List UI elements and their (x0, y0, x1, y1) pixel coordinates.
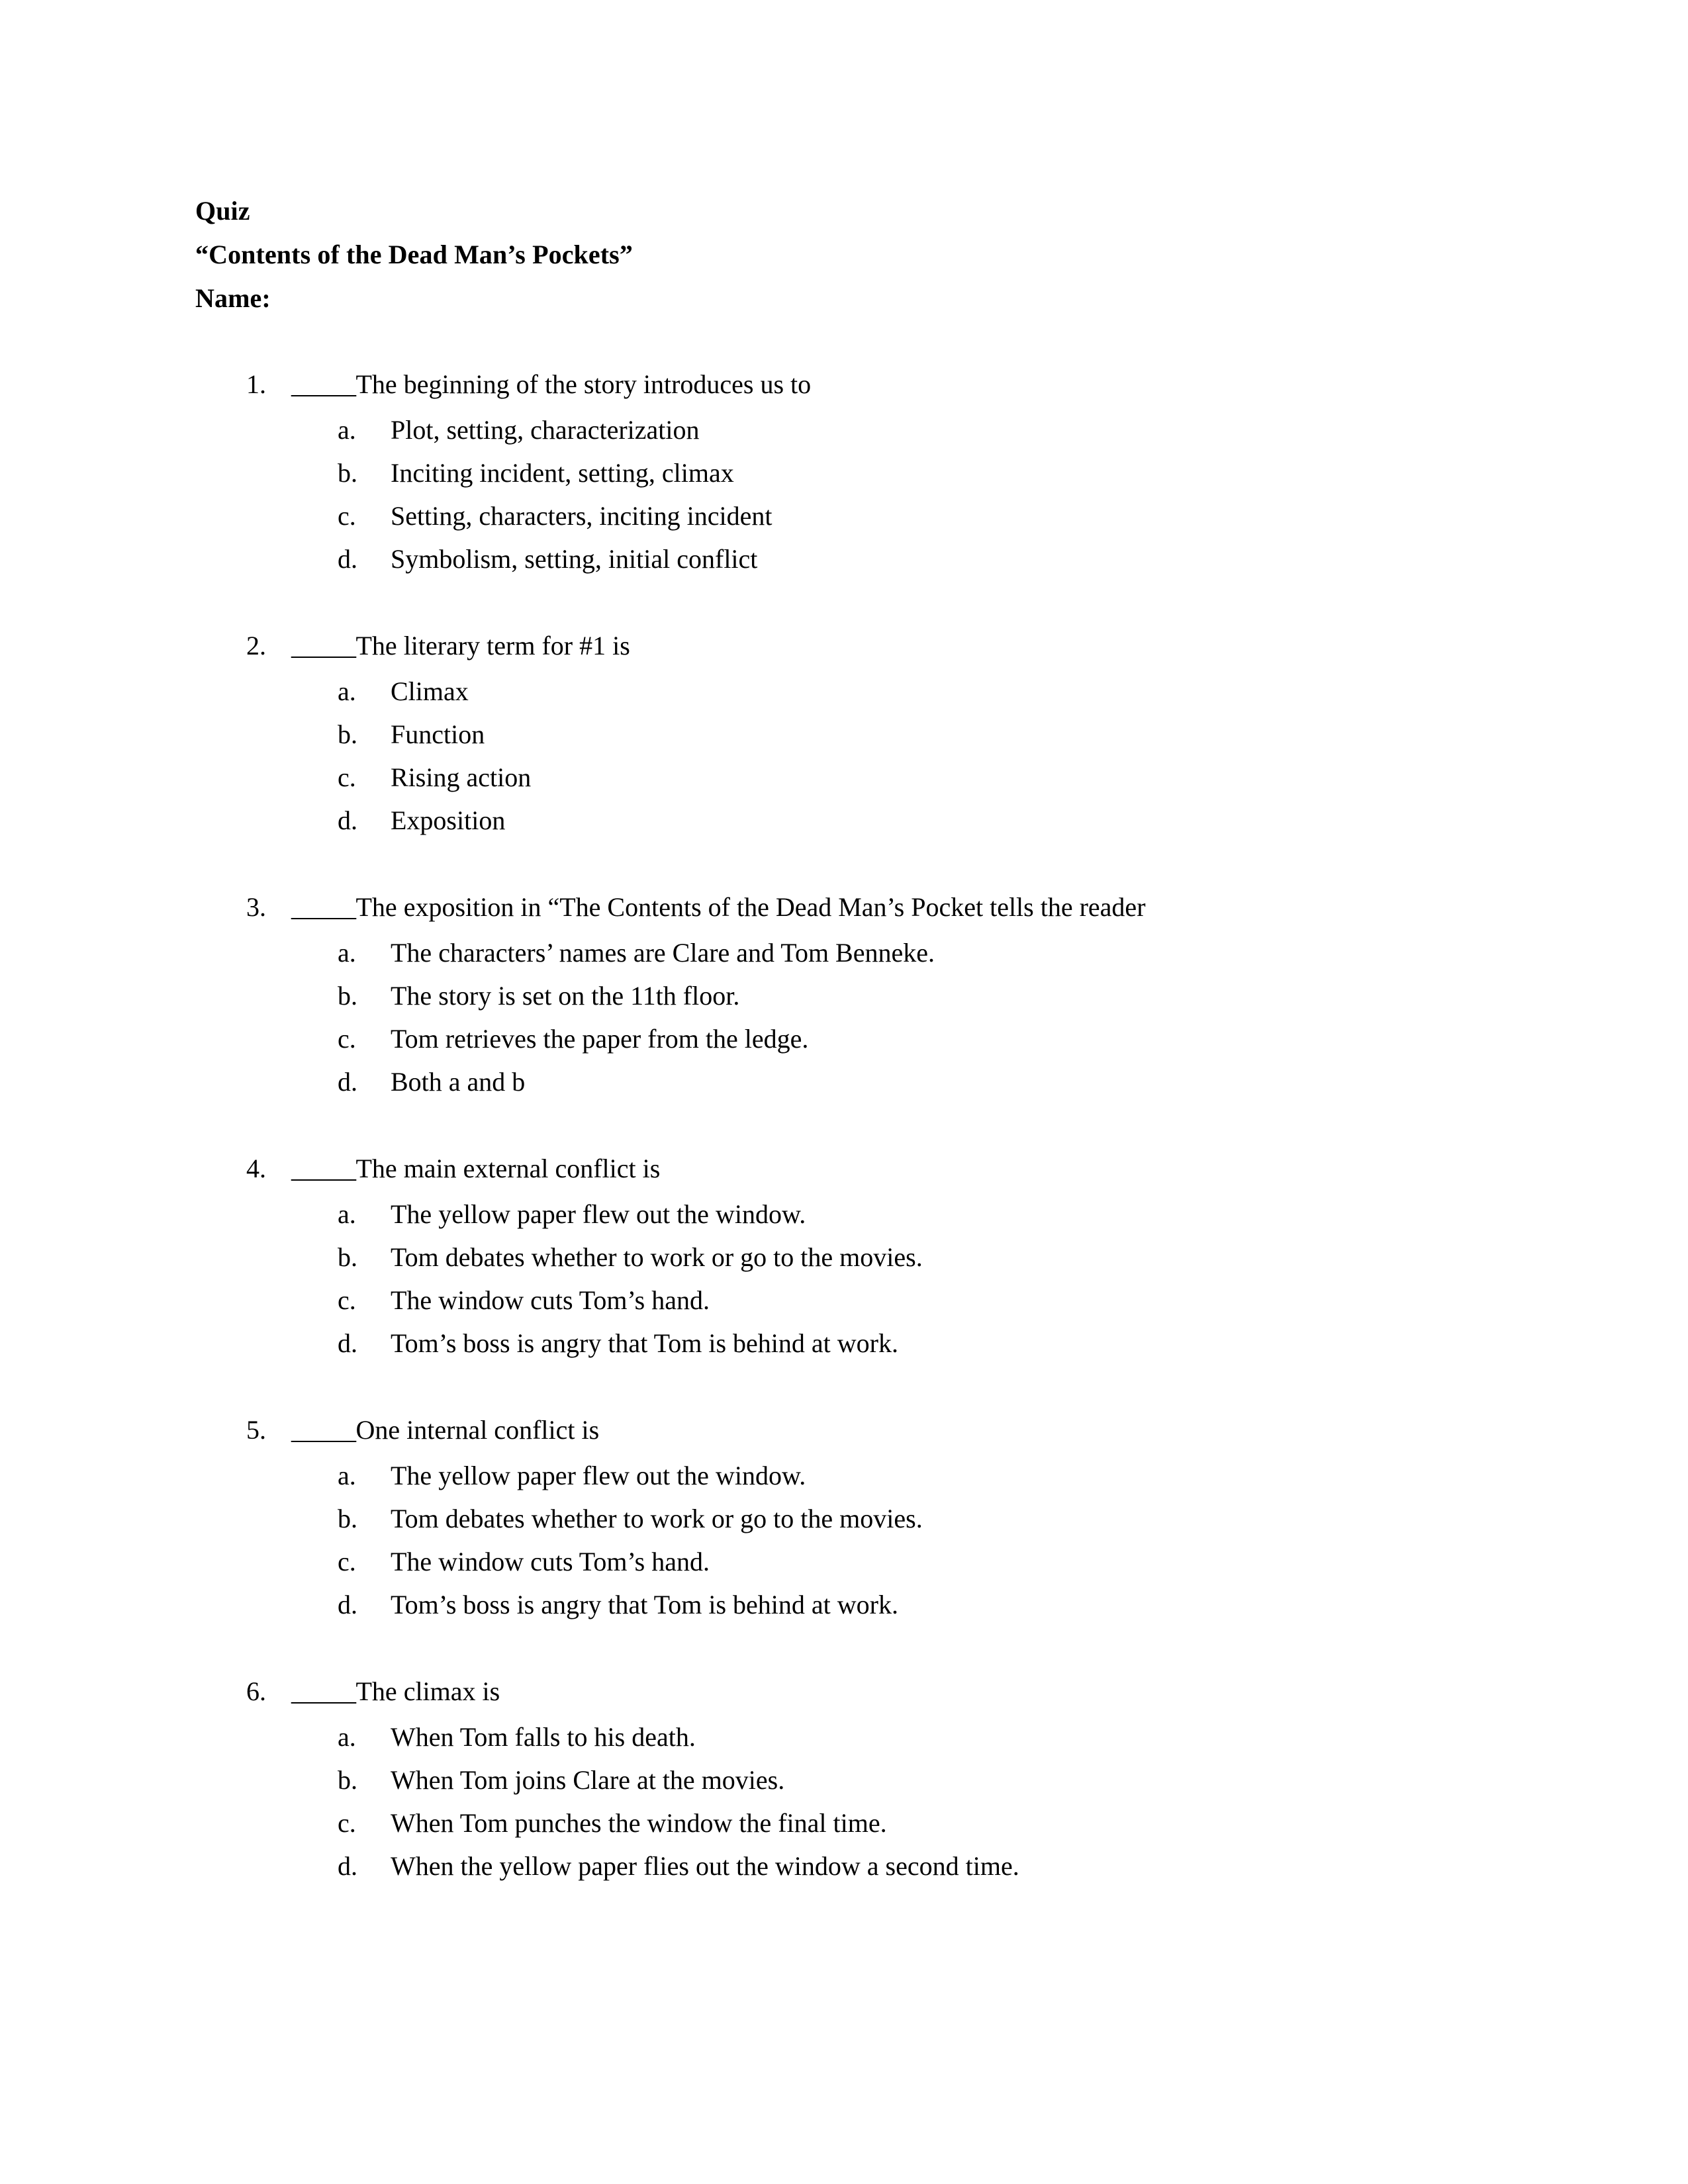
option-row[interactable] (195, 1540, 1513, 1583)
question-number: 5. (246, 1415, 266, 1445)
question-block (195, 624, 1513, 842)
question-number: 2. (246, 631, 266, 660)
option-letter: b. (338, 1242, 357, 1272)
answer-blank[interactable]: _____ (291, 631, 356, 660)
option-text: Plot, setting, characterization (391, 415, 700, 445)
option-row[interactable] (195, 974, 1513, 1017)
question-number: 4. (246, 1154, 266, 1183)
option-text: Tom debates whether to work or go to the movies. (391, 1504, 923, 1533)
option-letter: a. (338, 415, 356, 445)
document-header (195, 189, 1513, 320)
option-text: Symbolism, setting, initial conflict (391, 544, 758, 574)
question-text: The climax is (355, 1676, 500, 1706)
option-list (195, 408, 1513, 580)
question-text: One internal conflict is (355, 1415, 600, 1445)
option-text: Tom’s boss is angry that Tom is behind at work. (391, 1590, 898, 1619)
answer-blank[interactable]: _____ (291, 1676, 356, 1706)
option-row[interactable] (195, 408, 1513, 451)
option-row[interactable] (195, 1801, 1513, 1844)
option-text: The yellow paper flew out the window. (391, 1461, 806, 1490)
question-stem (195, 624, 1513, 667)
story-title: “Contents of the Dead Man’s Pockets” (195, 240, 633, 269)
option-row[interactable] (195, 494, 1513, 537)
option-row[interactable] (195, 756, 1513, 799)
option-letter: c. (338, 762, 356, 792)
option-letter: d. (338, 1590, 357, 1619)
option-row[interactable] (195, 1583, 1513, 1626)
option-letter: c. (338, 1024, 356, 1054)
option-letter: a. (338, 1722, 356, 1752)
option-row[interactable] (195, 931, 1513, 974)
option-row[interactable] (195, 1454, 1513, 1497)
option-letter: b. (338, 458, 357, 488)
option-row[interactable] (195, 1715, 1513, 1758)
option-row[interactable] (195, 537, 1513, 580)
option-list (195, 931, 1513, 1103)
option-text: Exposition (391, 805, 506, 835)
option-letter: a. (338, 676, 356, 706)
option-text: When the yellow paper flies out the window a second time. (391, 1851, 1019, 1881)
option-list (195, 1715, 1513, 1888)
option-row[interactable] (195, 670, 1513, 713)
option-text: When Tom punches the window the final time. (391, 1808, 887, 1838)
option-text: Tom’s boss is angry that Tom is behind at work. (391, 1328, 898, 1358)
option-letter: b. (338, 1765, 357, 1795)
option-letter: d. (338, 1328, 357, 1358)
option-text: The story is set on the 11th floor. (391, 981, 740, 1011)
option-row[interactable] (195, 799, 1513, 842)
option-row[interactable] (195, 1844, 1513, 1888)
option-text: Both a and b (391, 1067, 526, 1097)
option-letter: d. (338, 544, 357, 574)
answer-blank[interactable]: _____ (291, 892, 356, 922)
question-text: The main external conflict is (355, 1154, 661, 1183)
answer-blank[interactable]: _____ (291, 1415, 356, 1445)
answer-blank[interactable]: _____ (291, 369, 356, 399)
question-stem (195, 1670, 1513, 1713)
option-row[interactable] (195, 1193, 1513, 1236)
question-number: 3. (246, 892, 266, 922)
quiz-title: Quiz (195, 196, 250, 226)
option-row[interactable] (195, 1017, 1513, 1060)
option-row[interactable] (195, 1497, 1513, 1540)
question-block (195, 1147, 1513, 1365)
document-body (195, 189, 1513, 1888)
question-block (195, 1408, 1513, 1626)
option-letter: b. (338, 1504, 357, 1533)
option-row[interactable] (195, 1060, 1513, 1103)
answer-blank[interactable]: _____ (291, 1154, 356, 1183)
option-list (195, 670, 1513, 842)
option-row[interactable] (195, 451, 1513, 494)
option-letter: d. (338, 805, 357, 835)
option-letter: b. (338, 719, 357, 749)
option-text: Inciting incident, setting, climax (391, 458, 734, 488)
option-row[interactable] (195, 1322, 1513, 1365)
name-field-label: Name: (195, 283, 271, 313)
question-block (195, 363, 1513, 580)
question-number: 1. (246, 369, 266, 399)
question-stem (195, 1408, 1513, 1451)
question-stem (195, 886, 1513, 929)
option-text: The window cuts Tom’s hand. (391, 1547, 710, 1576)
option-text: Setting, characters, inciting incident (391, 501, 773, 531)
option-letter: c. (338, 1547, 356, 1576)
option-letter: c. (338, 1285, 356, 1315)
option-letter: a. (338, 1199, 356, 1229)
option-row[interactable] (195, 713, 1513, 756)
question-text: The beginning of the story introduces us to (355, 369, 812, 399)
option-text: The window cuts Tom’s hand. (391, 1285, 710, 1315)
option-letter: d. (338, 1851, 357, 1881)
question-number: 6. (246, 1676, 266, 1706)
option-text: Tom retrieves the paper from the ledge. (391, 1024, 809, 1054)
question-block (195, 886, 1513, 1103)
option-text: The characters’ names are Clare and Tom Benneke. (391, 938, 935, 968)
option-text: Tom debates whether to work or go to the movies. (391, 1242, 923, 1272)
option-letter: d. (338, 1067, 357, 1097)
option-letter: a. (338, 1461, 356, 1490)
option-letter: a. (338, 938, 356, 968)
question-text: The exposition in “The Contents of the Dead Man’s Pocket tells the reader (355, 892, 1146, 922)
option-row[interactable] (195, 1279, 1513, 1322)
question-stem (195, 363, 1513, 406)
question-stem (195, 1147, 1513, 1190)
option-text: The yellow paper flew out the window. (391, 1199, 806, 1229)
option-row[interactable] (195, 1758, 1513, 1801)
option-letter: b. (338, 981, 357, 1011)
question-list (195, 363, 1513, 1888)
option-list (195, 1193, 1513, 1365)
option-list (195, 1454, 1513, 1626)
option-text: When Tom falls to his death. (391, 1722, 696, 1752)
option-row[interactable] (195, 1236, 1513, 1279)
option-letter: c. (338, 501, 356, 531)
option-text: Climax (391, 676, 469, 706)
option-text: Rising action (391, 762, 532, 792)
option-text: When Tom joins Clare at the movies. (391, 1765, 785, 1795)
option-text: Function (391, 719, 485, 749)
question-text: The literary term for #1 is (355, 631, 630, 660)
question-block (195, 1670, 1513, 1888)
option-letter: c. (338, 1808, 356, 1838)
